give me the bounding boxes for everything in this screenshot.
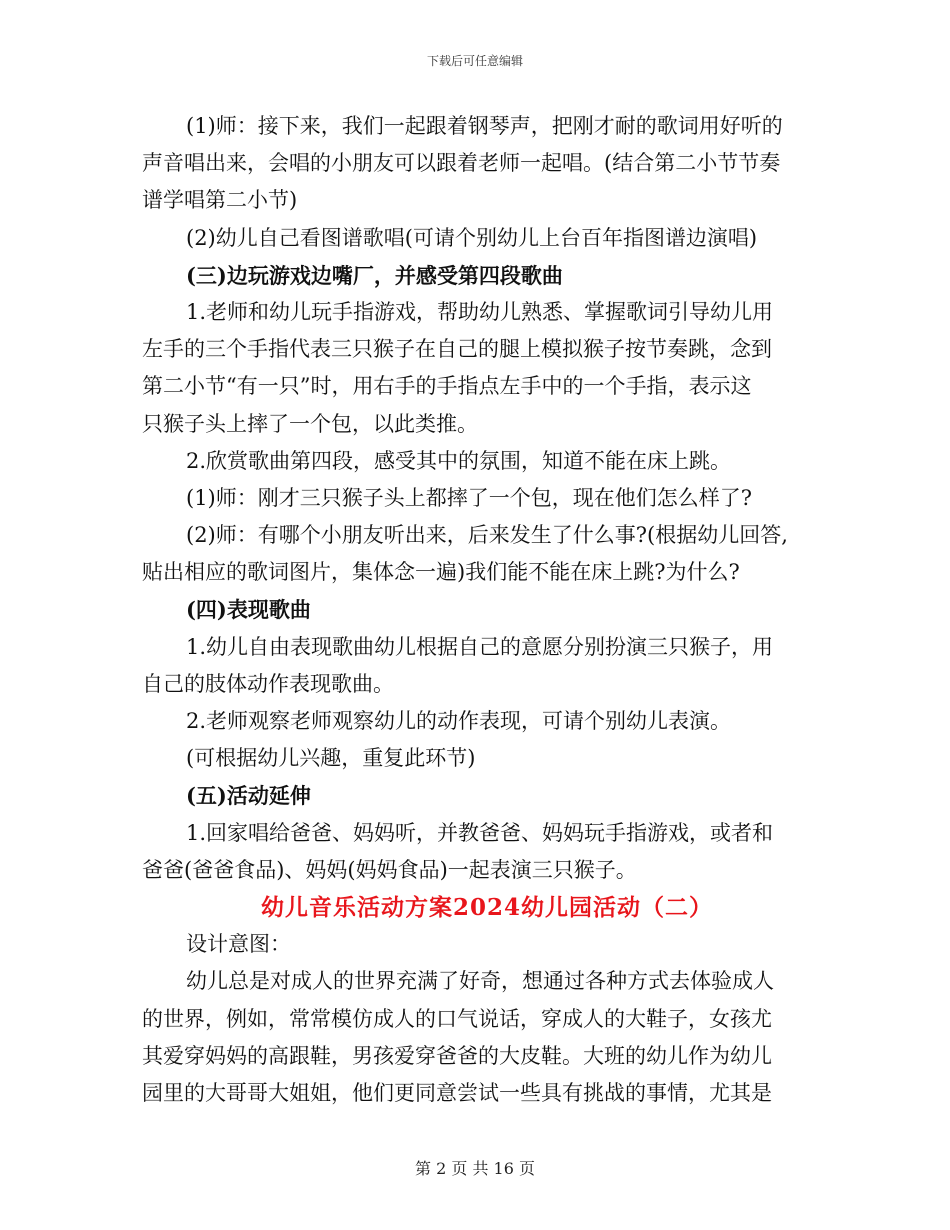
paragraph-line: (2)幼儿自己看图谱歌唱(可请个别幼儿上台百年指图谱边演唱) (186, 225, 758, 250)
paragraph-line: 声音唱出来，会唱的小朋友可以跟着老师一起唱。(结合第二小节节奏 (142, 151, 781, 176)
paragraph-line: 1.幼儿自由表现歌曲幼儿根据自己的意愿分别扮演三只猴子，用 (186, 634, 774, 659)
paragraph-line: 1.回家唱给爸爸、妈妈听，并教爸爸、妈妈玩手指游戏，或者和 (186, 820, 774, 845)
paragraph-line: 设计意图： (186, 932, 291, 957)
paragraph-line: (1)师：接下来，我们一起跟着钢琴声，把刚才耐的歌词用好听的 (186, 114, 783, 138)
paragraph-line: 爸爸(爸爸食品)、妈妈(妈妈食品)一起表演三只猴子。 (142, 857, 637, 882)
section-heading: (五)活动延伸 (186, 783, 311, 809)
section-heading: (四)表现歌曲 (186, 597, 311, 623)
paragraph-line: (可根据幼儿兴趣，重复此环节) (186, 746, 476, 771)
paragraph-line: 2.欣赏歌曲第四段，感受其中的氛围，知道不能在床上跳。 (186, 448, 732, 473)
paragraph-line: 贴出相应的歌词图片，集体念一遍)我们能不能在床上跳?为什么? (142, 560, 740, 585)
page-footer: 第 2 页 共 16 页 (415, 1159, 535, 1178)
page-header: 下载后可任意编辑 (426, 54, 523, 68)
paragraph-line: 幼儿总是对成人的世界充满了好奇，想通过各种方式去体验成人 (186, 969, 774, 994)
document-body (142, 108, 832, 1112)
section-heading: (三)边玩游戏边嘴厂，并感受第四段歌曲 (186, 262, 563, 288)
paragraph-line: (1)师：刚才三只猴子头上都摔了一个包，现在他们怎么样了? (186, 485, 753, 510)
paragraph-line: 1.老师和幼儿玩手指游戏，帮助幼儿熟悉、掌握歌词引导幼儿用 (186, 299, 774, 324)
paragraph-line: 谱学唱第二小节) (142, 188, 298, 213)
paragraph-line: 园里的大哥哥大姐姐，他们更同意尝试一些具有挑战的事情，尤其是 (142, 1080, 772, 1105)
paragraph-line: 2.老师观察老师观察幼儿的动作表现，可请个别幼儿表演。 (186, 709, 732, 733)
paragraph-line: 的世界，例如，常常模仿成人的口气说话，穿成人的大鞋子，女孩尤 (142, 1006, 772, 1031)
paragraph-line: 自己的肢体动作表现歌曲。 (142, 671, 394, 696)
paragraph-line: 只猴子头上摔了一个包，以此类推。 (142, 411, 478, 436)
paragraph-line: 其爱穿妈妈的高跟鞋，男孩爱穿爸爸的大皮鞋。大班的幼儿作为幼儿 (142, 1043, 772, 1068)
paragraph-line: 左手的三个手指代表三只猴子在自己的腿上模拟猴子按节奏跳，念到 (142, 337, 772, 362)
section-title: 幼儿音乐活动方案2024幼儿园活动（二） (260, 893, 713, 921)
paragraph-line: 第二小节“有一只”时，用右手的手指点左手中的一个手指，表示这 (142, 374, 752, 399)
paragraph-line: (2)师：有哪个小朋友听出来，后来发生了什么事?(根据幼儿回答, (186, 523, 788, 548)
